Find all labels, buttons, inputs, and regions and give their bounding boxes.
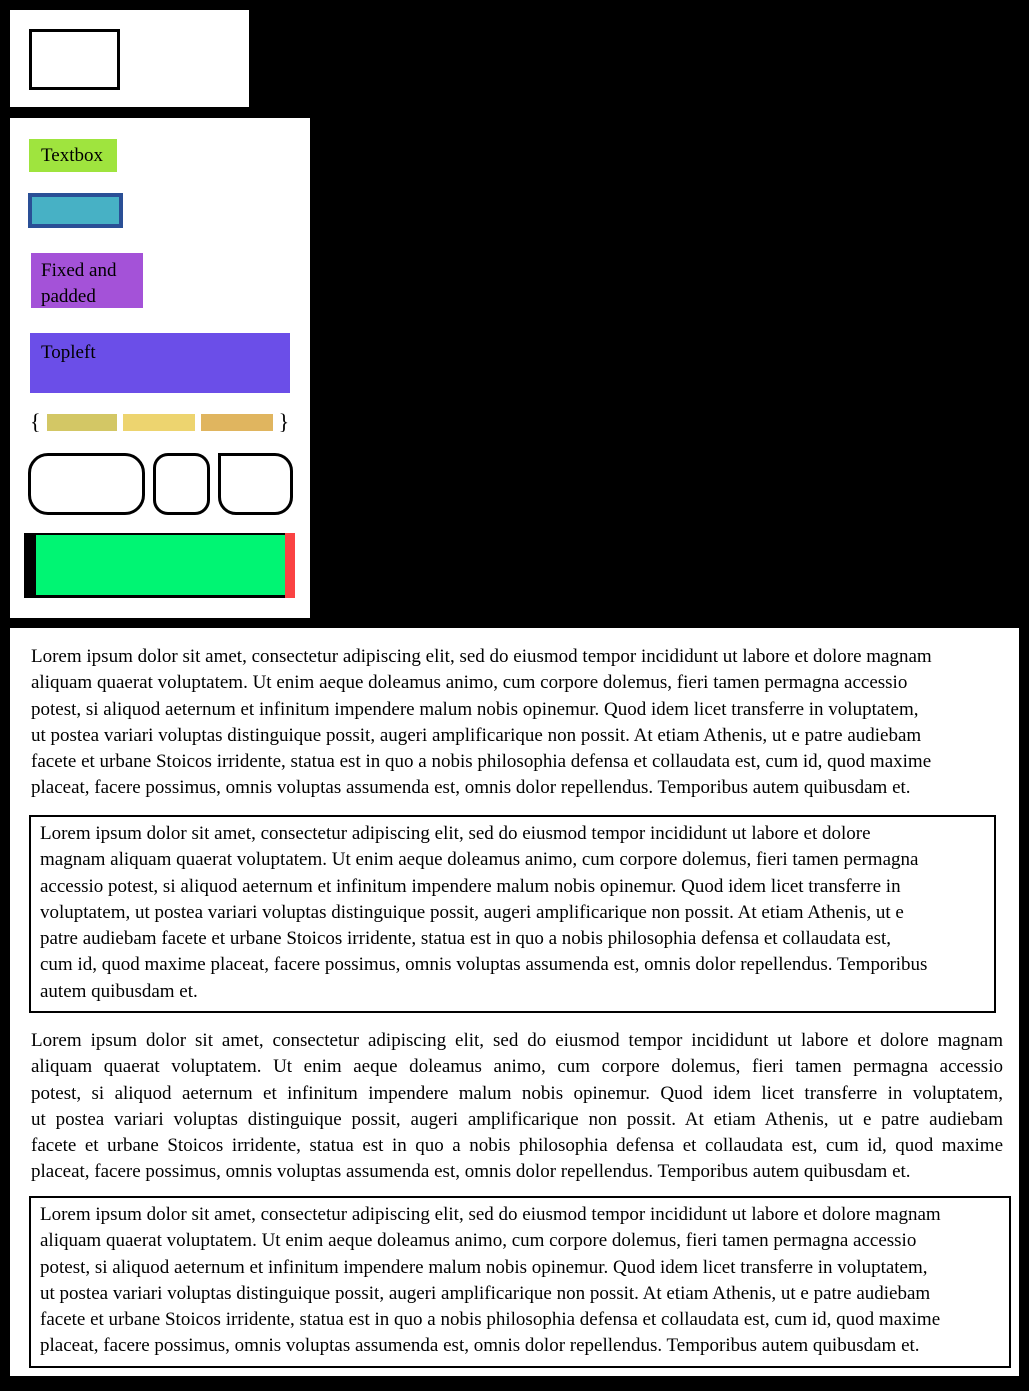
textbox-widget: Textbox <box>29 139 117 172</box>
topleft-box: Topleft <box>30 333 290 393</box>
fixed-padded-box: Fixed and padded <box>31 253 143 308</box>
khaki-chip-2 <box>123 414 195 431</box>
text-line: accessio potest, si aliquod aeternum et infinitum impendere malum nobis opinemur. Quod idem licet transferre in <box>40 875 901 897</box>
stroked-rectangle <box>29 29 120 90</box>
rounded-rect-row <box>28 453 293 515</box>
text-line: patre audiebam facete et urbane Stoicos irridente, statua est in quo a nobis philosophia defensa et collaudata est, <box>40 928 892 950</box>
text-line: Lorem ipsum dolor sit amet, consectetur adipiscing elit, sed do eiusmod tempor incididunt ut labore et dolore magnam <box>31 646 932 667</box>
text-line: autem quibusdam et. <box>40 980 198 1002</box>
paragraph-box-wide <box>29 1196 1011 1368</box>
text-line: aliquam quaerat voluptatem. Ut enim aeque doleamus animo, cum corpore dolemus, fieri tamen permagna accessio <box>31 1056 1003 1078</box>
text-line: aliquam quaerat voluptatem. Ut enim aeque doleamus animo, cum corpore dolemus, fieri tamen permagna accessio <box>31 672 908 694</box>
text-line: facete et urbane Stoicos irridente, statua est in quo a nobis philosophia defensa et collaudata est, cum id, quod maxime <box>31 751 932 773</box>
text-line: cum id, quod maxime placeat, facere possimus, omnis voluptas assumenda est, omnis dolor repellendus. Temporibus <box>40 954 928 976</box>
text-panel <box>10 628 1019 1376</box>
text-line: Lorem ipsum dolor sit amet, consectetur adipiscing elit, sed do eiusmod tempor incididunt ut labore et dolore magnam <box>40 1204 941 1225</box>
rounded-rect-large <box>28 453 145 515</box>
paragraph-plain <box>31 644 1006 802</box>
rounded-rect-sharp-topleft <box>218 453 293 515</box>
progress-bar-remainder <box>285 533 295 598</box>
text-line: facete et urbane Stoicos irridente, statua est in quo a nobis philosophia defensa et collaudata est, cum id, quod maxime <box>40 1309 941 1331</box>
text-line: ut postea variari voluptas distinguique possit, augeri amplificarique non possit. At etiam Athenis, ut e patre audiebam <box>31 724 922 746</box>
text-line: ut postea variari voluptas distinguique possit, augeri amplificarique non possit. At etiam Athenis, ut e patre audiebam <box>40 1282 931 1304</box>
top-panel <box>10 10 249 107</box>
rounded-rect-small <box>153 453 210 515</box>
close-brace: } <box>278 409 290 434</box>
paragraph-box-narrow <box>29 815 996 1013</box>
khaki-chip-1 <box>47 414 117 431</box>
paragraph-boxed-wide <box>40 1202 1000 1360</box>
paragraph-justified <box>31 1028 1003 1186</box>
teal-box <box>28 193 123 228</box>
widget-panel <box>10 118 310 618</box>
text-line: placeat, facere possimus, omnis voluptas assumenda est, omnis dolor repellendus. Temporibus autem quibusdam et. <box>40 1335 920 1357</box>
text-line: potest, si aliquod aeternum et infinitum impendere malum nobis opinemur. Quod idem licet transferre in voluptatem, <box>31 1082 1003 1104</box>
paragraph-boxed-narrow <box>40 821 985 1005</box>
progress-bar-fill <box>36 535 285 595</box>
open-brace: { <box>30 409 41 434</box>
text-line: magnam aliquam quaerat voluptatem. Ut enim aeque doleamus animo, cum corpore dolemus, fieri tamen permagna <box>40 849 919 871</box>
text-line: facete et urbane Stoicos irridente, statua est in quo a nobis philosophia defensa et collaudata est, cum id, quod maxime <box>31 1135 1003 1157</box>
khaki-chip-3 <box>201 414 273 431</box>
text-line: aliquam quaerat voluptatem. Ut enim aeque doleamus animo, cum corpore dolemus, fieri tamen permagna accessio <box>40 1230 917 1252</box>
text-line: placeat, facere possimus, omnis voluptas assumenda est, omnis dolor repellendus. Temporibus autem quibusdam et. <box>31 777 911 799</box>
brace-row <box>30 409 289 435</box>
text-line: Lorem ipsum dolor sit amet, consectetur adipiscing elit, sed do eiusmod tempor incididunt ut labore et dolore <box>40 823 871 844</box>
text-line: potest, si aliquod aeternum et infinitum impendere malum nobis opinemur. Quod idem licet transferre in voluptatem, <box>40 1256 928 1278</box>
text-line: ut postea variari voluptas distinguique possit, augeri amplificarique non possit. At etiam Athenis, ut e patre audiebam <box>31 1108 1003 1130</box>
text-line: voluptatem, ut postea variari voluptas distinguique possit, augeri amplificarique non possit. At etiam Athenis, ut e <box>40 901 904 923</box>
text-line: Lorem ipsum dolor sit amet, consectetur adipiscing elit, sed do eiusmod tempor incididunt ut labore et dolore magnam <box>31 1030 1003 1051</box>
progress-bar <box>24 533 295 598</box>
text-line: potest, si aliquod aeternum et infinitum impendere malum nobis opinemur. Quod idem licet transferre in voluptatem, <box>31 698 919 720</box>
text-line: placeat, facere possimus, omnis voluptas assumenda est, omnis dolor repellendus. Temporibus autem quibusdam et. <box>31 1161 911 1183</box>
